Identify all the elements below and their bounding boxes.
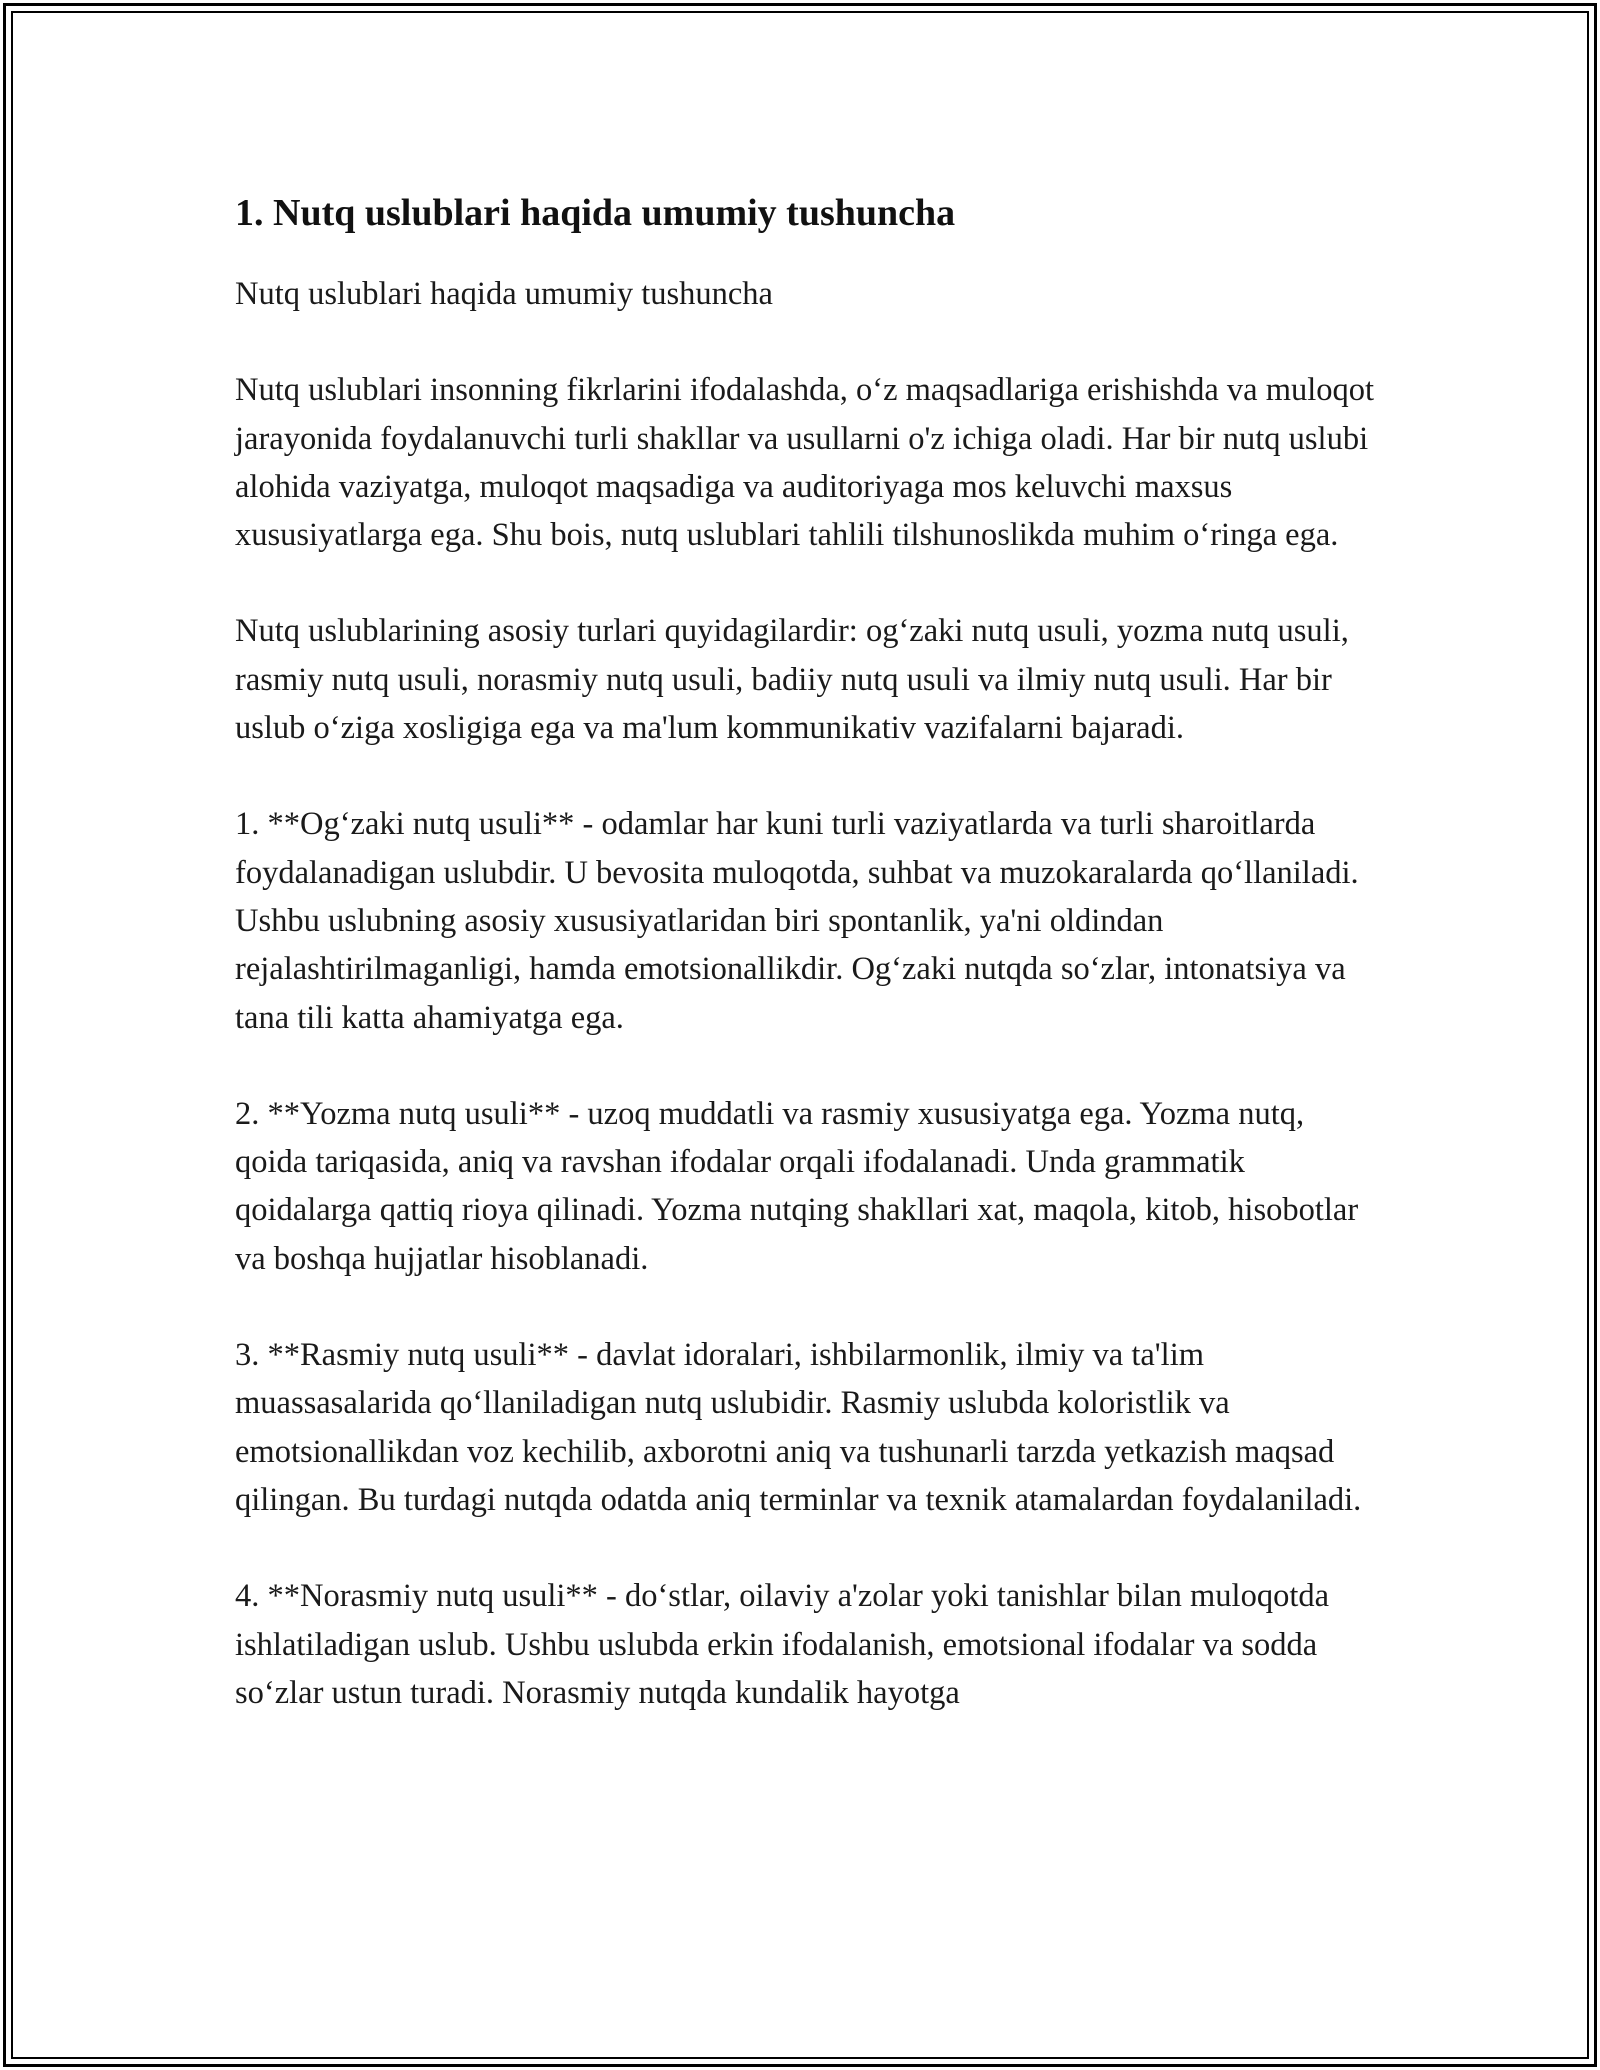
paragraph-written-style: 2. **Yozma nutq usuli** - uzoq muddatli va rasmiy xususiyatga ega. Yozma nutq, qoida tariqasida, aniq va ravshan ifodalar orqali ifodalanadi. Unda grammatik qoidalarga qattiq rioya qilinadi. Yozma nutqing shakllari xat, maqola, kitob, hisobotlar va boshqa hujjatlar hisoblanadi. xyxy=(235,1095,1359,1277)
paragraph-types: Nutq uslublarining asosiy turlari quyidagilardir: og‘zaki nutq usuli, yozma nutq usuli, rasmiy nutq usuli, norasmiy nutq usuli, badiiy nutq usuli va ilmiy nutq usuli. Har bir uslub o‘ziga xosligiga ega va ma'lum kommunikativ vazifalarni bajaradi. xyxy=(235,613,1349,747)
paragraph-informal-style: 4. **Norasmiy nutq usuli** - do‘stlar, oilaviy a'zolar yoki tanishlar bilan muloqotda ishlatiladigan uslub. Ushbu uslubda erkin ifodalanish, emotsional ifodalar va sodda so‘zlar ustun turadi. Norasmiy nutqda kundalik hayotga xyxy=(235,1578,1330,1711)
document-heading: 1. Nutq uslublari haqida umumiy tushuncha xyxy=(235,192,956,234)
paragraph-intro: Nutq uslublari insonning fikrlarini ifodalashda, o‘z maqsadlariga erishishda va muloqot jarayonida foydalanuvchi turli shakllar va usullarni o'z ichiga oladi. Har bir nutq uslubi alohida vaziyatga, muloqot maqsadiga va auditoriyaga mos keluvchi maxsus xususiyatlarga ega. Shu bois, nutq uslublari tahlili tilshunoslikda muhim o‘ringa ega. xyxy=(235,372,1375,554)
document-subtitle: Nutq uslublari haqida umumiy tushuncha xyxy=(235,276,773,312)
paragraph-oral-style: 1. **Og‘zaki nutq usuli** - odamlar har kuni turli vaziyatlarda va turli sharoitlarda foydalanadigan uslubdir. U bevosita muloqotda, suhbat va muzokaralarda qo‘llaniladi. Ushbu uslubning asosiy xususiyatlaridan biri spontanlik, ya'ni oldindan rejalashtirilmaganligi, hamda emotsionallikdir. Og‘zaki nutqda so‘zlar, intonatsiya va tana tili katta ahamiyatga ega. xyxy=(235,806,1359,1036)
paragraph-formal-style: 3. **Rasmiy nutq usuli** - davlat idoralari, ishbilarmonlik, ilmiy va ta'lim muassasalarida qo‘llaniladigan nutq uslubidir. Rasmiy uslubda koloristlik va emotsionallikdan voz kechilib, axborotni aniq va tushunarli tarzda yetkazish maqsad qilingan. Bu turdagi nutqda odatda aniq terminlar va texnik atamalardan foydalaniladi. xyxy=(235,1337,1362,1518)
document-body xyxy=(235,188,1375,1765)
